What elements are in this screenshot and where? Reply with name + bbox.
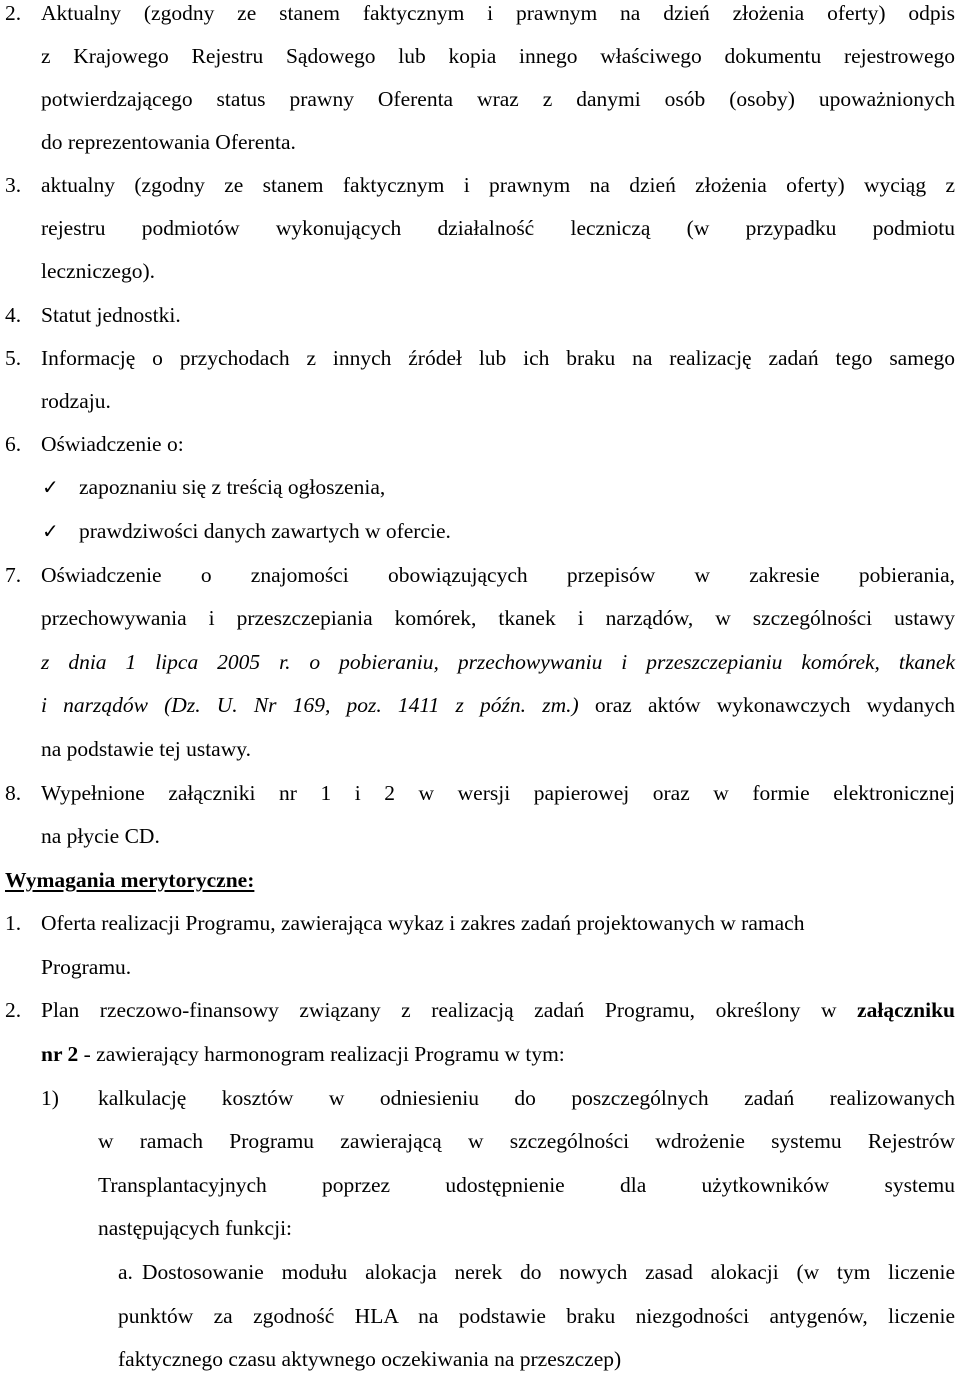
item-7-line-4-rest: oraz aktów wykonawczych wydanych bbox=[578, 693, 956, 717]
merit-1-line-1: Oferta realizacji Programu, zawierająca wykaz i zakres zadań projektowanych w ramach bbox=[41, 911, 805, 935]
item-3-line-3: leczniczego). bbox=[41, 259, 155, 283]
item-6-check-2: prawdziwości danych zawartych w ofercie. bbox=[79, 519, 451, 543]
item-3-line-2: rejestru podmiotów wykonujących działalność leczniczą (w przypadku podmiotu bbox=[41, 216, 955, 240]
item-6-check-1: zapoznaniu się z treścią ogłoszenia, bbox=[79, 475, 386, 499]
merit-number: 1. bbox=[5, 911, 22, 935]
item-number: 3. bbox=[5, 173, 22, 197]
merit-2-text-2: - zawierający harmonogram realizacji Programu w tym: bbox=[78, 1042, 565, 1066]
item-3-line-1: aktualny (zgodny ze stanem faktycznym i prawnym na dzień złożenia oferty) wyciąg z bbox=[41, 173, 955, 197]
sub-a-line-3: faktycznego czasu aktywnego oczekiwania na przeszczep) bbox=[118, 1347, 622, 1371]
sub-a-line-1: Dostosowanie modułu alokacja nerek do nowych zasad alokacji (w tym liczenie bbox=[142, 1260, 955, 1284]
item-number: 6. bbox=[5, 432, 22, 456]
item-number: 7. bbox=[5, 563, 22, 587]
merit-2-line-2 bbox=[41, 1041, 565, 1067]
item-6-line-1: Oświadczenie o: bbox=[41, 432, 184, 456]
sub-1-line-1: kalkulację kosztów w odniesieniu do poszczególnych zadań realizowanych bbox=[98, 1086, 955, 1110]
sub-number: 1) bbox=[41, 1086, 59, 1110]
sub-1-line-2: w ramach Programu zawierającą w szczególności wdrożenie systemu Rejestrów bbox=[98, 1129, 955, 1153]
item-2-line-2: z Krajowego Rejestru Sądowego lub kopia innego właściwego dokumentu rejestrowego bbox=[41, 44, 955, 68]
item-number: 5. bbox=[5, 346, 22, 370]
merit-2-text: Plan rzeczowo-finansowy związany z realizacją zadań Programu, określony w bbox=[41, 998, 858, 1022]
sub-number: a. bbox=[118, 1260, 133, 1284]
law-citation: i narządów (Dz. U. Nr 169, poz. 1411 z późn. zm.) bbox=[41, 693, 579, 717]
item-5-line-1: Informację o przychodach z innych źródeł lub ich braku na realizację zadań tego samego bbox=[41, 346, 955, 370]
item-7-line-3: z dnia 1 lipca 2005 r. o pobieraniu, przechowywaniu i przeszczepianiu komórek, tkanek bbox=[41, 650, 955, 674]
checkmark-icon: ✓ bbox=[42, 519, 59, 543]
item-number: 4. bbox=[5, 303, 22, 327]
item-2-line-3: potwierdzającego status prawny Oferenta wraz z danymi osób (osoby) upoważnionych bbox=[41, 87, 955, 111]
item-7-line-2: przechowywania i przeszczepiania komórek, tkanek i narządów, w szczególności ustawy bbox=[41, 606, 955, 630]
item-7-line-1: Oświadczenie o znajomości obowiązujących przepisów w zakresie pobierania, bbox=[41, 563, 955, 587]
checkmark-icon: ✓ bbox=[42, 475, 59, 499]
sub-1-line-4: następujących funkcji: bbox=[98, 1216, 293, 1240]
item-8-line-1: Wypełnione załączniki nr 1 i 2 w wersji papierowej oraz w formie elektronicznej bbox=[41, 781, 955, 805]
item-2-line-1: Aktualny (zgodny ze stanem faktycznym i prawnym na dzień złożenia oferty) odpis bbox=[41, 1, 955, 25]
sub-1-line-3: Transplantacyjnych poprzez udostępnienie dla użytkowników systemu bbox=[98, 1173, 955, 1197]
merit-number: 2. bbox=[5, 998, 22, 1022]
merit-2-bold: załączniku bbox=[857, 998, 955, 1022]
item-5-line-2: rodzaju. bbox=[41, 389, 111, 413]
item-2-line-4: do reprezentowania Oferenta. bbox=[41, 130, 296, 154]
item-7-line-4 bbox=[41, 692, 955, 718]
merit-1-line-2: Programu. bbox=[41, 955, 132, 979]
merit-2-line-1 bbox=[41, 997, 955, 1023]
item-number: 2. bbox=[5, 1, 22, 25]
item-8-line-2: na płycie CD. bbox=[41, 824, 160, 848]
sub-a-line-2: punktów za zgodność HLA na podstawie braku niezgodności antygenów, liczenie bbox=[118, 1304, 955, 1328]
item-number: 8. bbox=[5, 781, 22, 805]
item-4-line-1: Statut jednostki. bbox=[41, 303, 181, 327]
item-7-line-5: na podstawie tej ustawy. bbox=[41, 737, 251, 761]
merit-2-bold-2: nr 2 bbox=[41, 1042, 79, 1066]
section-heading: Wymagania merytoryczne: bbox=[5, 868, 255, 892]
